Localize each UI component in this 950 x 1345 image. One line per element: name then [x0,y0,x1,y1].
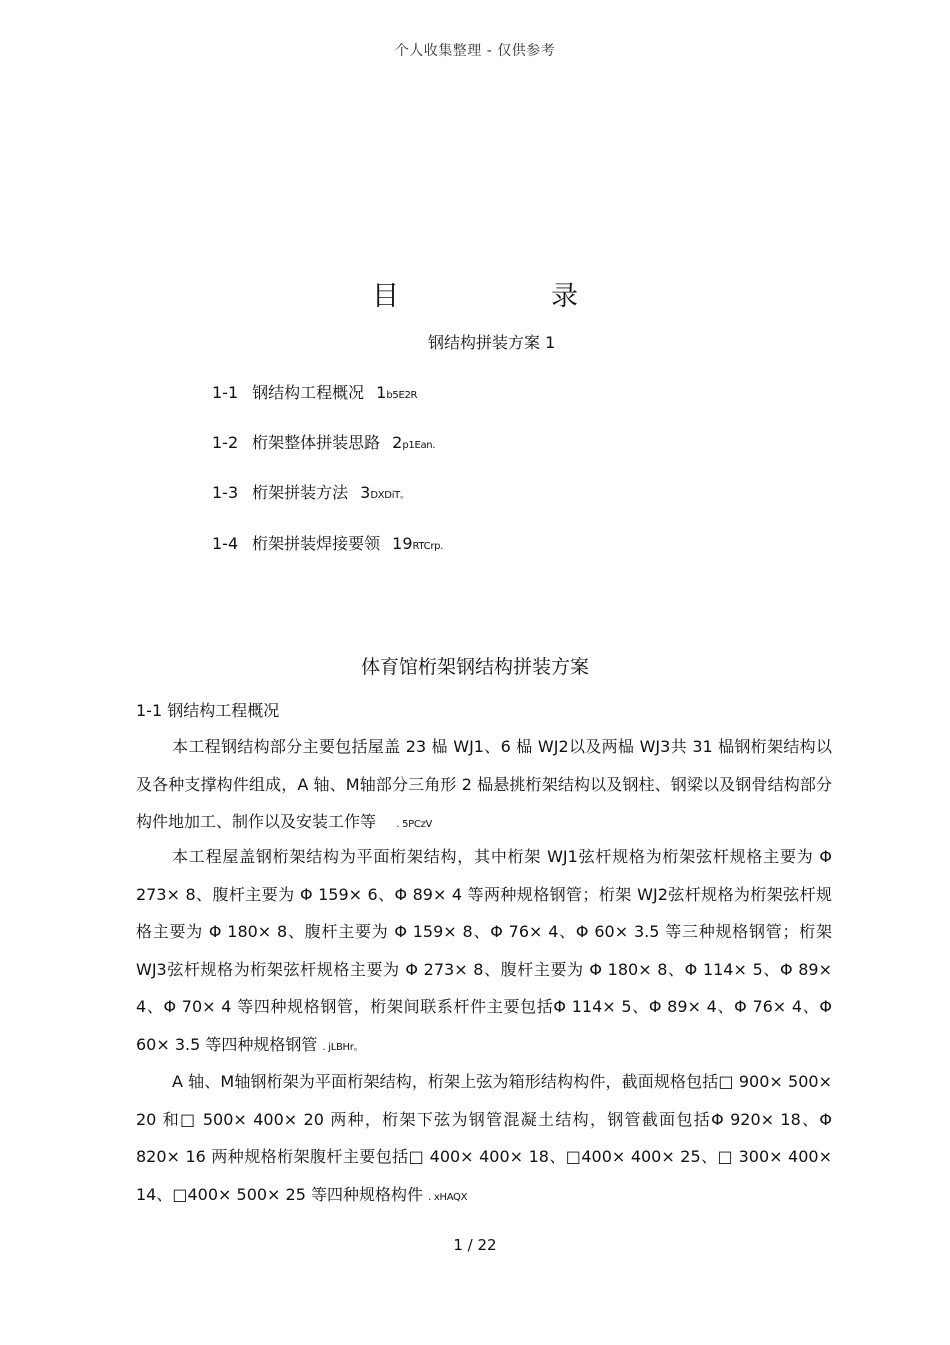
toc-item-page: 2 [392,433,403,452]
toc-item-code: DXDiT。 [370,490,410,501]
toc-item-code: b5E2R [386,390,418,401]
page-header: 个人收集整理 - 仅供参考 [394,43,556,59]
toc-item-page: 3 [360,483,371,502]
toc-item-label: 钢结构工程概况 [252,383,365,402]
toc-item-label: 桁架拼装焊接要领 [252,534,381,553]
toc-item-page: 19 [392,534,413,553]
paragraph-text: 本工程屋盖钢桁架结构为平面桁架结构，其中桁架 WJ1弦杆规格为桁架弦杆规格主要为 Φ 273× 8、腹杆主要为 Φ 159× 6、Φ 89× 4 等两种规格钢管；桁架 WJ2弦杆规格为桁架弦杆规格主要为 Φ 180× 8、腹杆主要为 Φ 159× 8、Φ 76× 4、Φ 60× 3.5 等三种规格钢管；桁架 WJ3弦杆规格为桁架弦杆规格主要为 Φ 273× 8、腹杆主要为 Φ 180× 8、Φ 114× 5、Φ 89× 4、Φ 70× 4 等四种规格钢管，桁架间联系杆件主要包括Φ 114× 5、Φ 89× 4、Φ 76× 4、Φ 60× 3.5 等四种规格钢管 [136,847,832,1054]
toc-item-number: 1-1 [212,383,239,402]
toc-item-code: RTCrp. [412,541,444,552]
toc-title-right: 录 [551,281,578,312]
toc-item-number: 1-2 [212,433,239,452]
toc-item-label: 桁架拼装方法 [252,483,349,502]
document-title: 体育馆桁架钢结构拼装方案 [360,656,589,678]
toc-title-left: 目 [372,281,399,312]
toc-item-label: 桁架整体拼装思路 [252,433,381,452]
paragraph-code: . jLBHr。 [322,1041,364,1053]
paragraph [136,838,832,1066]
toc-item-code: p1Ean. [402,440,436,451]
toc-item-number: 1-4 [212,534,239,553]
toc-item[interactable] [212,430,435,453]
paragraph [136,1063,832,1216]
toc-item[interactable] [212,531,443,554]
toc-item[interactable] [212,380,417,403]
toc-title [0,274,950,313]
paragraph-code: . 5PCzV [396,819,433,830]
paragraph-text: 本工程钢结构部分主要包括屋盖 23 榀 WJ1、6 榀 WJ2以及两榀 WJ3共 31 榀钢桁架结构以及各种支撑构件组成，A 轴、M轴部分三角形 2 榀悬挑桁架结构以及钢柱、钢梁以及钢骨结构部分构件地加工、制作以及安装工作等 [136,737,832,831]
paragraph-code: . xHAQX [428,1191,468,1203]
toc-item-page: 1 [376,383,387,402]
paragraph-text: A 轴、M轴钢桁架为平面桁架结构，桁架上弦为箱形结构构件，截面规格包括□ 900× 500× 20 和□ 500× 400× 20 两种，桁架下弦为钢管混凝土结构，钢管截面包括Φ 920× 18、Φ 820× 16 两种规格桁架腹杆主要包括□ 400× 400× 18、□400× 400× 25、□ 300× 400× 14、□400× 500× 25 等四种规格构件 [136,1072,832,1204]
toc-item[interactable] [212,480,410,503]
page-number: 1 / 22 [453,1236,497,1254]
section-heading: 1-1 钢结构工程概况 [136,701,280,720]
paragraph [136,728,832,844]
toc-subtitle: 钢结构拼装方案 1 [428,333,556,352]
toc-item-number: 1-3 [212,483,239,502]
